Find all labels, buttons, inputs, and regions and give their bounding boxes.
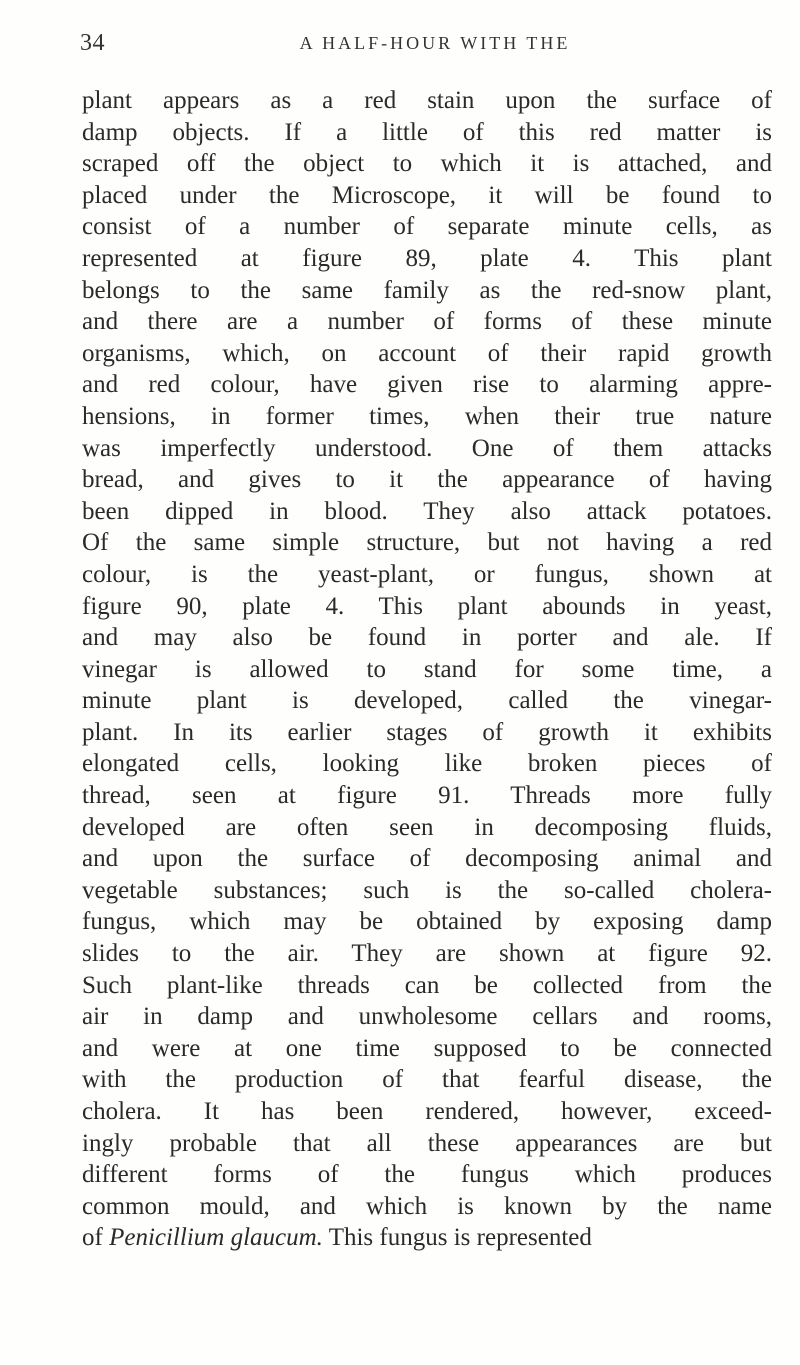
text-line: plant appears as a red stain upon the surface of [82, 87, 772, 114]
text-line: damp objects. If a little of this red matter is [82, 118, 772, 146]
text-line: hensions, in former times, when their true nature [82, 402, 772, 430]
text-line: colour, is the yeast-plant, or fungus, shown at [82, 560, 772, 588]
last-line-suffix: This fungus is represented [322, 1224, 592, 1252]
text-line: fungus, which may be obtained by exposing damp [82, 908, 772, 936]
text-line: ingly probable that all these appearances are but [82, 1129, 772, 1157]
body-text [82, 85, 772, 1254]
text-line: vinegar is allowed to stand for some time, a [82, 655, 772, 683]
text-line: elongated cells, looking like broken pieces of [82, 750, 772, 778]
text-line: common mould, and which is known by the name [82, 1192, 772, 1220]
text-line: and there are a number of forms of these minute [82, 308, 772, 336]
text-line: Such plant-like threads can be collected from the [82, 971, 772, 999]
text-line: cholera. It has been rendered, however, exceed- [82, 1098, 772, 1125]
species-name-italic: Penicillium glaucum. [109, 1224, 323, 1252]
last-line-prefix: of [82, 1224, 110, 1252]
text-line: figure 90, plate 4. This plant abounds in yeast, [82, 592, 772, 620]
text-line: slides to the air. They are shown at figure 92. [82, 940, 772, 968]
text-line: and red colour, have given rise to alarming appre- [82, 371, 772, 399]
text-line: plant. In its earlier stages of growth it exhibits [82, 718, 772, 746]
text-line: and were at one time supposed to be connected [82, 1034, 772, 1062]
text-line: represented at figure 89, plate 4. This plant [82, 244, 772, 272]
text-line: been dipped in blood. They also attack potatoes. [82, 497, 772, 525]
text-line: minute plant is developed, called the vinegar- [82, 687, 772, 715]
text-line: different forms of the fungus which produces [82, 1161, 772, 1189]
text-line: and upon the surface of decomposing animal and [82, 845, 772, 873]
text-line: with the production of that fearful disease, the [82, 1066, 772, 1094]
text-line: belongs to the same family as the red-snow plant, [82, 276, 772, 304]
text-line: consist of a number of separate minute cells, as [82, 213, 772, 241]
text-line: developed are often seen in decomposing fluids, [82, 813, 772, 841]
running-head: A HALF-HOUR WITH THE [299, 33, 571, 53]
text-line: bread, and gives to it the appearance of having [82, 466, 772, 494]
text-line: Of the same simple structure, but not having a red [82, 529, 772, 557]
text-line: was imperfectly understood. One of them attacks [82, 434, 772, 462]
text-line-last [82, 1222, 772, 1254]
text-line: vegetable substances; such is the so-called cholera- [82, 876, 772, 904]
text-line: and may also be found in porter and ale. If [82, 624, 772, 652]
page-number: 34 [80, 30, 105, 56]
text-line: air in damp and unwholesome cellars and rooms, [82, 1003, 772, 1031]
text-line: organisms, which, on account of their rapid growth [82, 339, 772, 367]
text-line: placed under the Microscope, it will be found to [82, 181, 772, 209]
page-header [80, 30, 770, 62]
text-line: thread, seen at figure 91. Threads more fully [82, 782, 772, 810]
text-line: scraped off the object to which it is attached, and [82, 150, 772, 178]
